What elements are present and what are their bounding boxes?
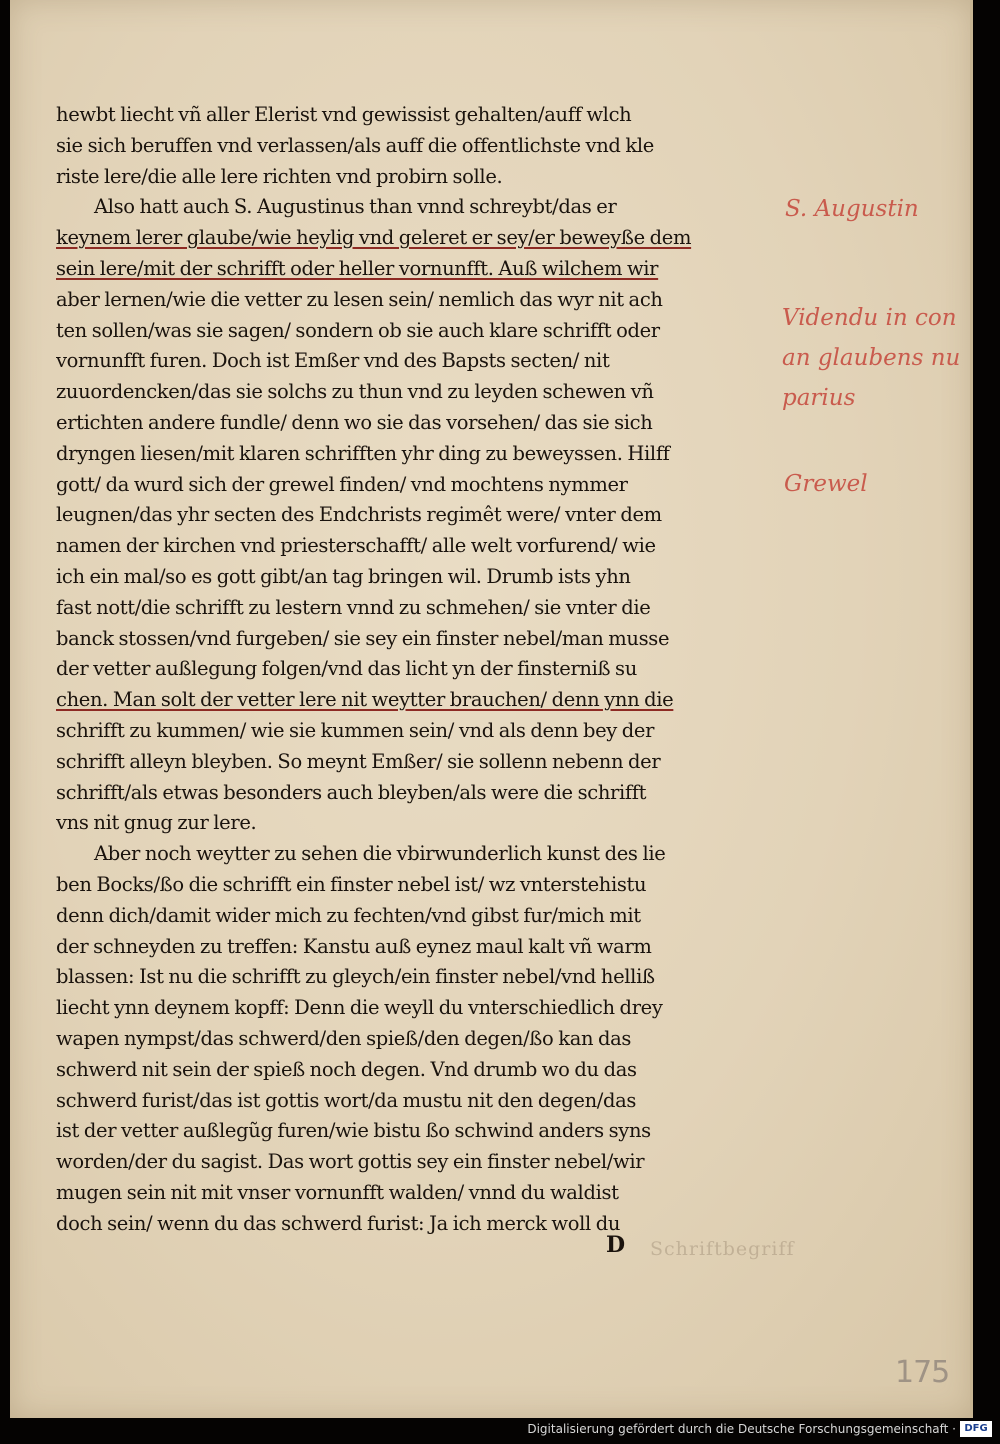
marginal-note-parius: parius <box>782 385 856 411</box>
text-line: schrifft alleyn bleyben. So meynt Emßer/ sie sollenn nebenn der <box>56 749 661 773</box>
text-line: namen der kirchen vnd priesterschafft/ alle welt vorfurend/ wie <box>56 534 656 558</box>
folio-number: 175 <box>895 1355 950 1390</box>
text-line: zuuordencken/das sie solchs zu thun vnd zu leyden schewen vñ <box>56 380 654 404</box>
text-line-underlined: chen. Man solt der vetter lere nit weytter brauchen/ denn ynn die <box>56 688 674 712</box>
text-line: ich ein mal/so es gott gibt/an tag bringen wil. Drumb ists yhn <box>56 564 631 588</box>
text-line: fast nott/die schrifft zu lestern vnnd zu schmehen/ sie vnter die <box>56 595 651 619</box>
text-line: sie sich beruffen vnd verlassen/als auff die offentlichste vnd kle <box>56 133 654 157</box>
text-line-underlined: sein lere/mit der schrifft oder heller vornunfft. Auß wilchem wir <box>56 256 659 280</box>
text-line: mugen sein nit mit vnser vornunfft walden/ vnnd du waldist <box>56 1180 619 1204</box>
text-line: schwerd furist/das ist gottis wort/da mustu nit den degen/das <box>56 1088 637 1112</box>
book-page <box>10 0 973 1418</box>
text-line: wapen nympst/das schwerd/den spieß/den degen/ßo kan das <box>56 1026 632 1050</box>
text-line: denn dich/damit wider mich zu fechten/vnd gibst fur/mich mit <box>56 903 641 927</box>
text-line-underlined: keynem lerer glaube/wie heylig vnd geleret er sey/er beweyße dem <box>56 226 692 250</box>
text-line: schwerd nit sein der spieß noch degen. Vnd drumb wo du das <box>56 1057 637 1081</box>
paragraph-start-line: Also hatt auch S. Augustinus than vnnd schreybt/das er <box>94 195 617 219</box>
text-line: ertichten andere fundle/ denn wo sie das vorsehen/ das sie sich <box>56 410 653 434</box>
text-line: ist der vetter außlegũg furen/wie bistu ßo schwind anders syns <box>56 1119 651 1143</box>
text-line: aber lernen/wie die vetter zu lesen sein/ nemlich das wyr nit ach <box>56 287 663 311</box>
text-line: dryngen liesen/mit klaren schrifften yhr ding zu beweyssen. Hilff <box>56 441 670 465</box>
text-line: vns nit gnug zur lere. <box>56 811 257 835</box>
text-line: doch sein/ wenn du das schwerd furist: Ja ich merck woll du <box>56 1211 621 1235</box>
funding-credit: Digitalisierung gefördert durch die Deutsche Forschungsgemeinschaft · <box>527 1422 956 1436</box>
text-line: der schneyden zu treffen: Kanstu auß eynez maul kalt vñ warm <box>56 934 652 958</box>
text-line: blassen: Ist nu die schrifft zu gleych/ein finster nebel/vnd helliß <box>56 965 655 989</box>
text-line: gott/ da wurd sich der grewel finden/ vnd mochtens nymmer <box>56 472 628 496</box>
text-line: hewbt liecht vñ aller Elerist vnd gewissist gehalten/auff wlch <box>56 103 632 126</box>
dfg-logo-icon: DFG <box>960 1421 992 1437</box>
text-line: ben Bocks/ßo die schrifft ein finster nebel ist/ wz vnterstehistu <box>56 872 647 896</box>
text-line: ten sollen/was sie sagen/ sondern ob sie auch klare schrifft oder <box>56 318 660 342</box>
bleed-through-text: Schriftbegriff <box>650 1238 795 1260</box>
text-line: schrifft/als etwas besonders auch bleyben/als were die schrifft <box>56 780 647 804</box>
text-line: leugnen/das yhr secten des Endchrists regimêt were/ vnter dem <box>56 503 662 527</box>
paragraph-start-line: Aber noch weytter zu sehen die vbirwunderlich kunst des lie <box>94 842 666 866</box>
text-line: liecht ynn deynem kopff: Denn die weyll du vnterschiedlich drey <box>56 996 663 1020</box>
marginal-note-glaubens: an glaubens nu <box>782 345 961 371</box>
text-line: banck stossen/vnd furgeben/ sie sey ein finster nebel/man musse <box>56 626 670 650</box>
text-line: riste lere/die alle lere richten vnd probirn solle. <box>56 164 503 188</box>
text-line: worden/der du sagist. Das wort gottis sey ein finster nebel/wir <box>56 1150 645 1174</box>
marginal-note-augustin: S. Augustin <box>785 196 919 222</box>
text-line: vornunfft furen. Doch ist Emßer vnd des Bapsts secten/ nit <box>56 349 610 373</box>
text-line: der vetter außlegung folgen/vnd das licht yn der finsterniß su <box>56 657 637 681</box>
marginal-note-videndu: Videndu in con <box>782 305 957 331</box>
marginal-note-grewel: Grewel <box>784 471 868 497</box>
footer-bar <box>0 1418 1000 1444</box>
text-line: schrifft zu kummen/ wie sie kummen sein/ vnd als denn bey der <box>56 718 655 742</box>
main-text-block <box>56 100 776 1239</box>
signature-mark: D <box>606 1232 626 1258</box>
